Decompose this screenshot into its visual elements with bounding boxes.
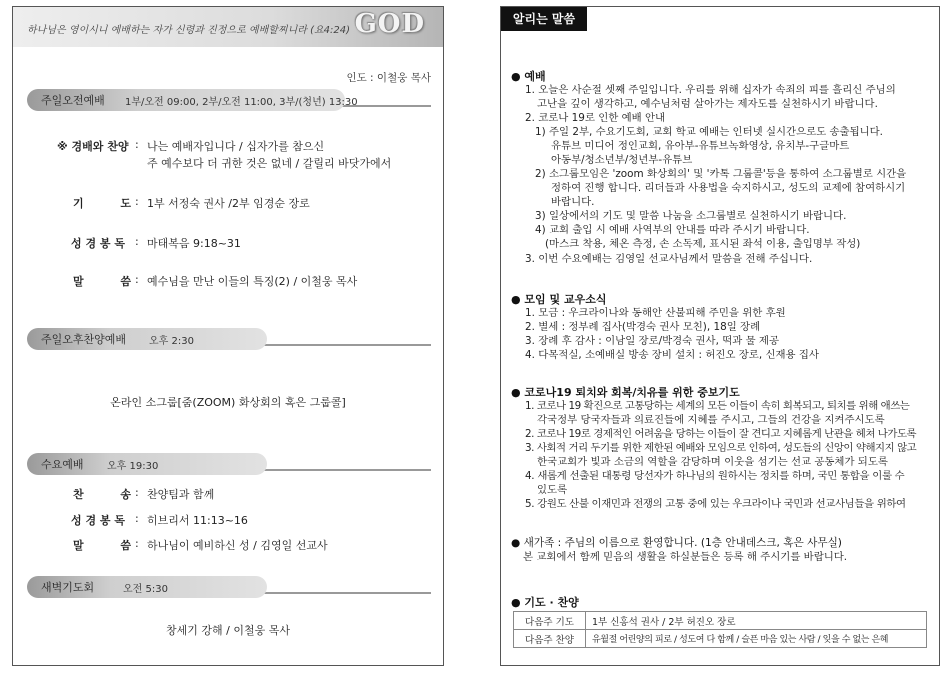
banner-verse: 하나님은 영이시니 예배하는 자가 신령과 진정으로 예배할찌니라 (요4:24) — [27, 25, 350, 36]
colon: : — [135, 512, 139, 525]
header-banner — [13, 7, 443, 47]
section-heading-news: ● 모임 및 교우소식 — [511, 293, 607, 306]
announcement-line: 한국교회가 빛과 소금의 역할을 감당하며 이웃을 섬기는 선교 공동체가 되도록 — [537, 456, 888, 468]
worship-leader: 인도 : 이철웅 목사 — [346, 72, 431, 84]
announcement-line: 3. 장례 후 감사 : 이남일 장로/박경숙 권사, 떡과 물 제공 — [525, 335, 779, 347]
prayer-label: 기 도 — [73, 197, 131, 210]
announcement-line: 아동부/청소년부/청년부-유튜브 — [551, 154, 693, 166]
announcement-line: 본 교회에서 함께 믿음의 생활을 하실분들은 등록 해 주시기를 바랍니다. — [523, 551, 848, 563]
announcement-line: 2. 코로나 19로 인한 예배 안내 — [525, 112, 666, 124]
service-time: 오후 19:30 — [107, 461, 159, 472]
table-value: 1부 신홍석 권사 / 2부 허진오 장로 — [586, 612, 927, 630]
worship-order-panel — [12, 6, 444, 666]
announcements-title: 알리는 말씀 — [501, 7, 587, 31]
service-time: 오전 5:30 — [123, 584, 168, 595]
announcement-line: 3) 일상에서의 기도 및 말씀 나눔을 소그룹별로 실천하시기 바랍니다. — [535, 210, 847, 222]
praise-line-2: 주 예수보다 더 귀한 것은 없네 / 갈릴리 바닷가에서 — [147, 157, 392, 170]
announcement-line: 2. 코로나 19로 경제적인 어려움을 당하는 이들이 잘 견디고 지혜롭게 난관을 헤쳐 나가도록 — [525, 428, 917, 440]
announcement-line: 4) 교회 출입 시 예배 사역부의 안내를 따라 주시기 바랍니다. — [535, 224, 810, 236]
announcement-line: 바랍니다. — [551, 196, 595, 208]
table-row — [514, 612, 927, 630]
service-bar-wednesday — [27, 453, 267, 475]
colon: : — [135, 138, 139, 151]
table-value: 유월절 어린양의 피로 / 성도여 다 함께 / 슬픈 마음 있는 사람 / 잊을 수 없는 은혜 — [586, 630, 927, 648]
dawn-content: 창세기 강해 / 이철웅 목사 — [166, 624, 290, 637]
colon: : — [135, 273, 139, 286]
service-name: 수요예배 — [41, 458, 84, 471]
announcement-line: 3. 이번 수요예배는 김영일 선교사님께서 말씀을 전해 주십니다. — [525, 253, 813, 265]
announcement-line: 1) 주일 2부, 수요기도회, 교회 학교 예배는 인터넷 실시간으로도 송출됩니다. — [535, 126, 883, 138]
announcement-line: 각국정부 당국자들과 의료진들에 지혜를 주시고, 그들의 건강을 지켜주시도록 — [537, 414, 885, 426]
announcement-line: 1. 오늘은 사순절 셋째 주일입니다. 우리를 위해 십자가 속죄의 피를 흘리신 주님의 — [525, 84, 896, 96]
sermon-label: 말 씀 — [73, 275, 131, 288]
service-name: 새벽기도회 — [41, 581, 95, 594]
reading-label: 성 경 봉 독 — [71, 237, 125, 250]
announcement-line: 2) 소그룹모임은 'zoom 화상회의' 및 '카톡 그룹콜'등을 통하여 소그룹별로 시간을 — [535, 168, 907, 180]
colon: : — [135, 537, 139, 550]
announcement-line: 4. 다목적실, 소예배실 방송 장비 설치 : 허진오 장로, 신재용 집사 — [525, 349, 819, 361]
announcement-line: 2. 별세 : 정부례 집사(박경숙 권사 모친), 18일 장례 — [525, 321, 761, 333]
announcement-line: 3. 사회적 거리 두기를 위한 제한된 예배와 모임으로 인하여, 성도들의 신앙이 약해지지 않고 — [525, 442, 917, 454]
praise-label: ※ 경배와 찬양 — [57, 140, 129, 153]
service-name: 주일오전예배 — [41, 94, 105, 107]
afternoon-content: 온라인 소그룹[줌(ZOOM) 화상회의 혹은 그룹콜] — [110, 396, 346, 409]
announcement-line: 4. 새롭게 선출된 대통령 당선자가 하나님의 원하시는 정치를 하며, 국민 통합을 이룰 수 — [525, 470, 905, 482]
prayer-text: 1부 서정숙 권사 /2부 임경순 장로 — [147, 197, 310, 210]
announcement-line: 있도록 — [537, 484, 568, 496]
announcement-line: 5. 강원도 산불 이재민과 전쟁의 고통 중에 있는 우크라이나 국민과 선교사님들을 위하여 — [525, 498, 906, 510]
announcement-line: 정하여 진행 합니다. 리더들과 사용법을 숙지하시고, 성도의 교제에 참여하시기 — [551, 182, 906, 194]
colon: : — [135, 235, 139, 248]
reading-text: 히브리서 11:13~16 — [147, 514, 248, 527]
service-name: 주일오후찬양예배 — [41, 333, 127, 346]
table-row — [514, 630, 927, 648]
hymn-text: 찬양팀과 함께 — [147, 488, 215, 501]
god-logo: GOD — [354, 9, 425, 39]
reading-label: 성 경 봉 독 — [71, 514, 125, 527]
table-key: 다음주 기도 — [514, 612, 586, 630]
announcement-line: 유튜브 미디어 정인교회, 유아부-유튜브녹화영상, 유치부-구글마트 — [551, 140, 850, 152]
colon: : — [135, 195, 139, 208]
sermon-label: 말 씀 — [73, 539, 131, 552]
announcement-line: 1. 모금 : 우크라이나와 동해안 산불피해 주민을 위한 후원 — [525, 307, 786, 319]
service-bar-sunday-morning — [27, 89, 358, 111]
announcement-line: 1. 코로나 19 확진으로 고통당하는 세계의 모든 이들이 속히 회복되고, 퇴치를 위해 애쓰는 — [525, 400, 910, 412]
announcement-line: (마스크 착용, 체온 측정, 손 소독제, 표시된 좌석 이용, 출입명부 작성) — [545, 238, 861, 250]
announcements-panel — [500, 6, 940, 666]
service-time: 오후 2:30 — [149, 336, 194, 347]
colon: : — [135, 486, 139, 499]
prayer-praise-table — [513, 611, 927, 648]
announcement-line: 고난을 깊이 생각하고, 예수님처럼 살아가는 제자도를 실천하시기 바랍니다. — [537, 98, 878, 110]
reading-text: 마태복음 9:18~31 — [147, 237, 241, 250]
section-heading-intercession: ● 코로나19 퇴치와 회복/치유를 위한 중보기도 — [511, 386, 740, 399]
service-bar-dawn — [27, 576, 267, 598]
section-heading-newcomers: ● 새가족 : 주님의 이름으로 환영합니다. (1층 안내데스크, 혹은 사무실) — [511, 537, 842, 549]
sermon-text: 하나님이 예비하신 성 / 김영일 선교사 — [147, 539, 328, 552]
section-heading-worship: ● 예배 — [511, 70, 546, 83]
praise-line-1: 나는 예배자입니다 / 십자가를 참으신 — [147, 140, 325, 153]
service-time: 1부/오전 09:00, 2부/오전 11:00, 3부/(청년) 13:30 — [125, 97, 358, 108]
sermon-text: 예수님을 만난 이들의 특징(2) / 이철웅 목사 — [147, 275, 358, 288]
service-bar-sunday-afternoon — [27, 328, 267, 350]
section-heading-prayer-praise: ● 기도 · 찬양 — [511, 596, 579, 609]
hymn-label: 찬 송 — [73, 488, 131, 501]
table-key: 다음주 찬양 — [514, 630, 586, 648]
